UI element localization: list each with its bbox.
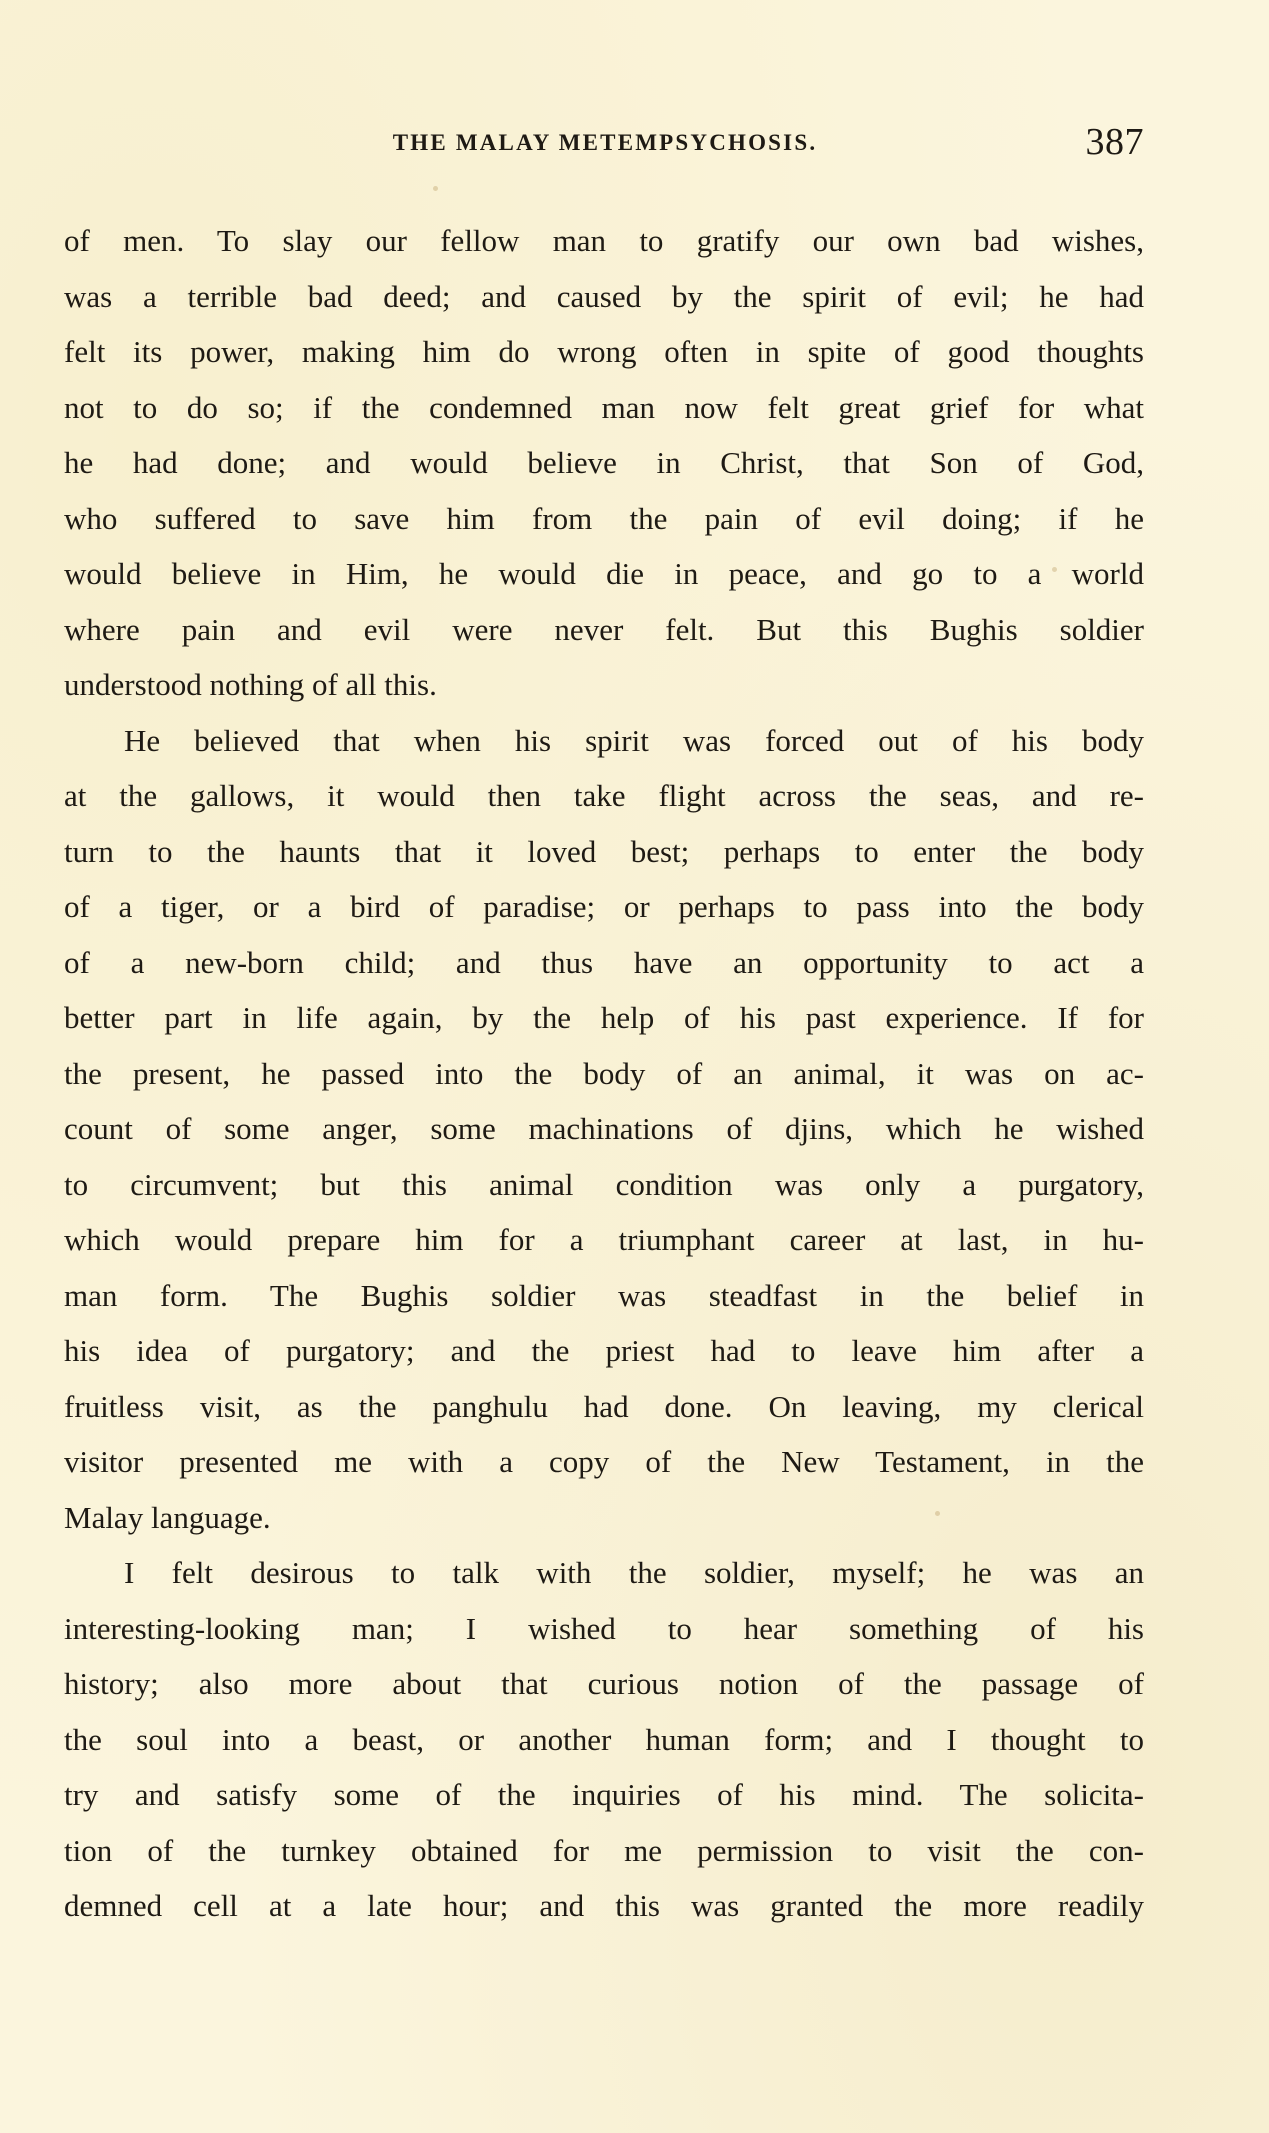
text-line: interesting-looking man; I wished to hear something of his xyxy=(64,1610,1144,1646)
text-line: turn to the haunts that it loved best; perhaps to enter the body xyxy=(64,833,1144,869)
page-number: 387 xyxy=(1085,121,1144,163)
text-line: understood nothing of all this. xyxy=(64,667,437,702)
text-line: visitor presented me with a copy of the New Testament, in the xyxy=(64,1444,1144,1479)
text-line: who suffered to save him from the pain of evil doing; if he xyxy=(64,500,1144,536)
text-line: I felt desirous to talk with the soldier, myself; he was an xyxy=(124,1555,1144,1590)
text-line: the present, he passed into the body of an animal, it was on ac- xyxy=(64,1055,1144,1091)
text-line: demned cell at a late hour; and this was granted the more readily xyxy=(64,1888,1144,1923)
text-line: would believe in Him, he would die in peace, and go to a world xyxy=(64,556,1144,591)
text-line: of a tiger, or a bird of paradise; or perhaps to pass into the body xyxy=(64,889,1144,924)
text-line: his idea of purgatory; and the priest had to leave him after a xyxy=(64,1333,1144,1368)
text-line: the soul into a beast, or another human form; and I thought to xyxy=(64,1721,1144,1757)
text-line: better part in life again, by the help of his past experience. If for xyxy=(64,1000,1144,1035)
text-line: at the gallows, it would then take flight across the seas, and re- xyxy=(64,778,1144,813)
text-line: where pain and evil were never felt. But this Bughis soldier xyxy=(64,611,1144,647)
text-line: try and satisfy some of the inquiries of his mind. The solicita- xyxy=(64,1777,1144,1812)
text-line: tion of the turnkey obtained for me permission to visit the con- xyxy=(64,1832,1144,1868)
text-line: to circumvent; but this animal condition was only a purgatory, xyxy=(64,1166,1144,1202)
text-line: count of some anger, some machinations of djins, which he wished xyxy=(64,1111,1144,1146)
text-line: of men. To slay our fellow man to gratify our own bad wishes, xyxy=(64,223,1144,258)
text-line: history; also more about that curious notion of the passage of xyxy=(64,1666,1144,1701)
text-line: He believed that when his spirit was forced out of his body xyxy=(124,722,1144,758)
running-head xyxy=(66,121,1144,168)
text-line: felt its power, making him do wrong often in spite of good thoughts xyxy=(64,334,1144,369)
text-line: he had done; and would believe in Christ, that Son of God, xyxy=(64,445,1144,480)
text-line: not to do so; if the condemned man now felt great grief for what xyxy=(64,389,1144,425)
running-title: THE MALAY METEMPSYCHOSIS. xyxy=(392,130,818,155)
text-line: Malay language. xyxy=(64,1499,271,1535)
text-line: of a new-born child; and thus have an opportunity to act a xyxy=(64,944,1144,980)
paragraph-1 xyxy=(64,213,1144,713)
text-line: man form. The Bughis soldier was steadfast in the belief in xyxy=(64,1277,1144,1313)
paragraph-2 xyxy=(64,713,1144,1546)
text-line: which would prepare him for a triumphant career at last, in hu- xyxy=(64,1222,1144,1257)
paper-speck xyxy=(433,186,438,191)
text-line: fruitless visit, as the panghulu had done. On leaving, my clerical xyxy=(64,1388,1144,1424)
text-line: was a terrible bad deed; and caused by the spirit of evil; he had xyxy=(64,278,1144,314)
body-text xyxy=(64,213,1144,1934)
paragraph-3 xyxy=(64,1545,1144,1934)
